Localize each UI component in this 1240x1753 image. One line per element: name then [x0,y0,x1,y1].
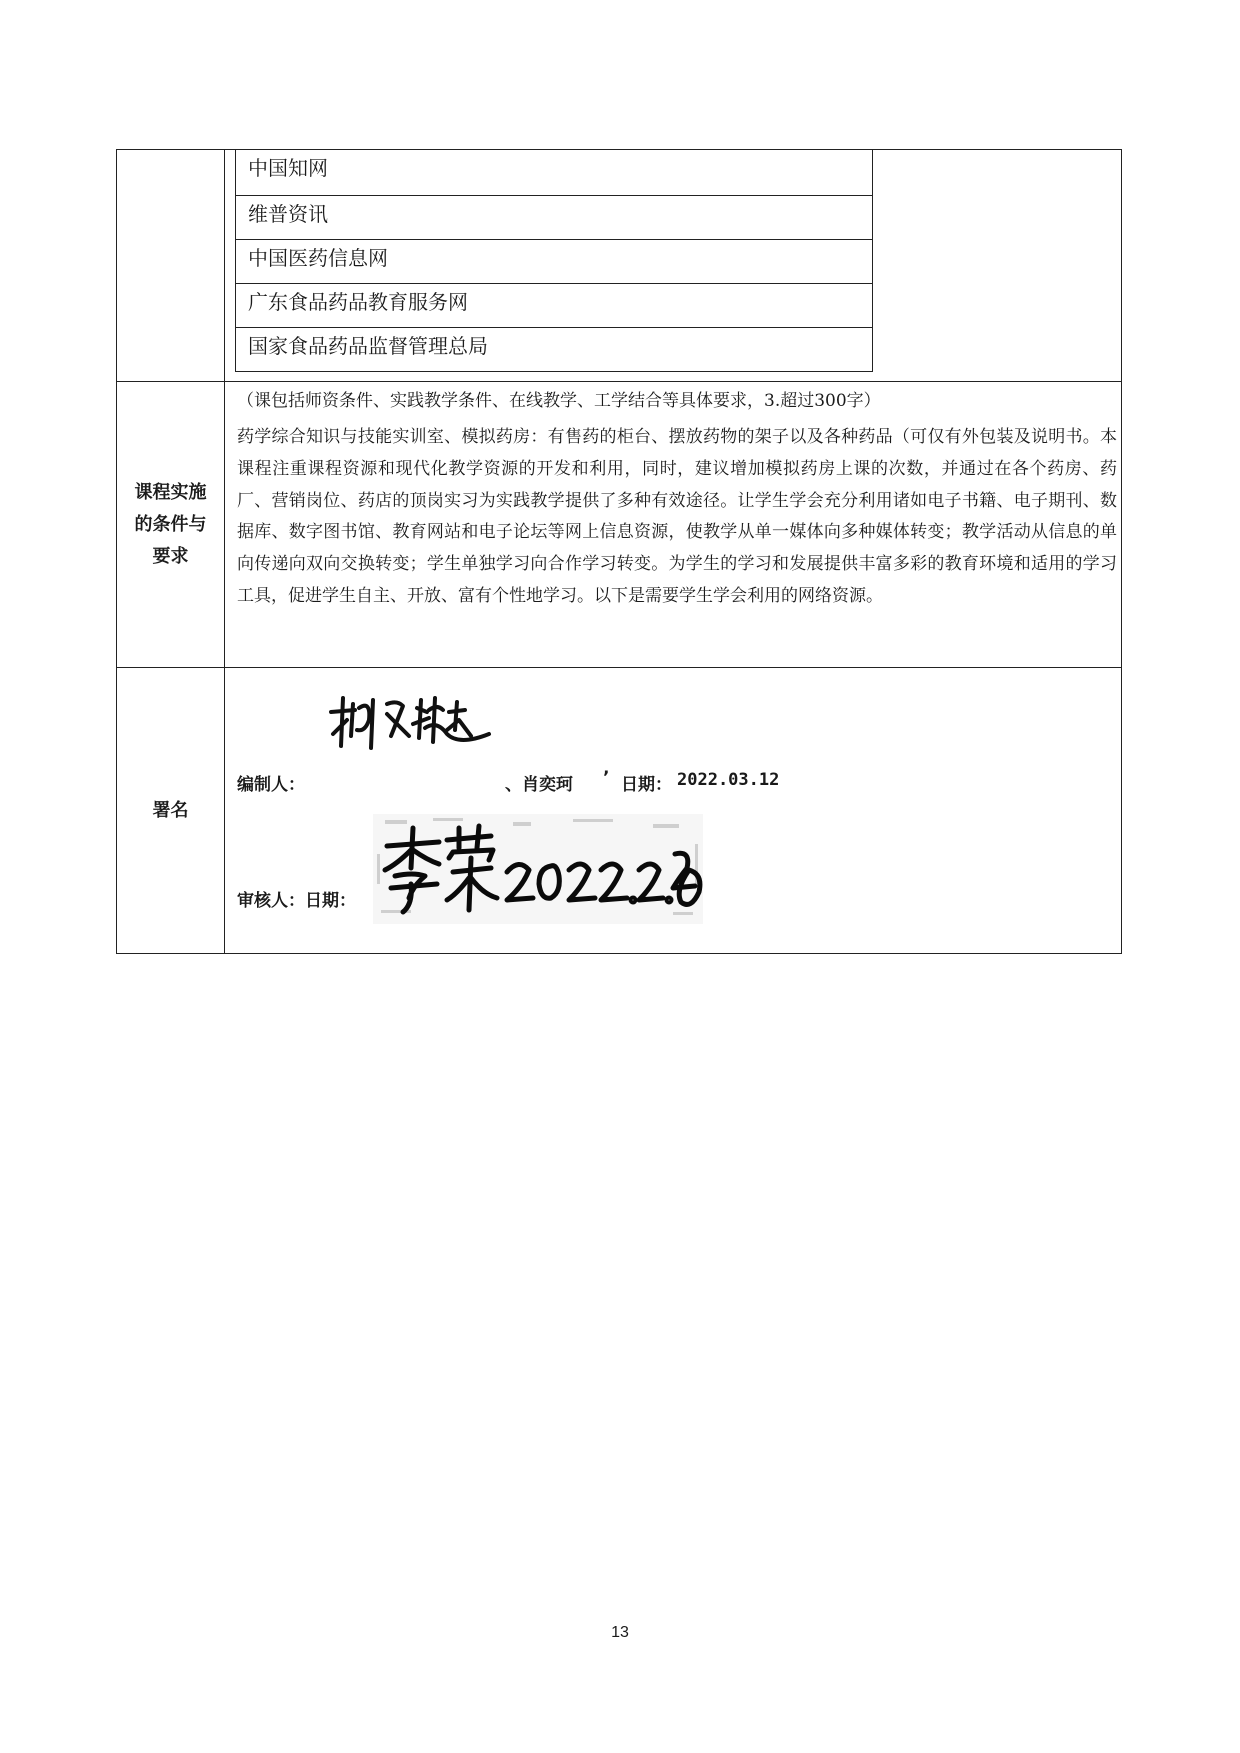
reviewer-signature-image [373,814,703,924]
resources-content-cell [225,150,1121,381]
compiler-date-label: 日期： [621,775,672,795]
conditions-row [117,381,1121,667]
compiler-label: 编制人： [237,775,305,795]
resource-item: 广东食品药品教育服务网 [236,283,872,327]
resource-item: 中国医药信息网 [236,239,872,283]
resource-item: 国家食品药品监督管理总局 [236,327,872,371]
page-number: 13 [611,1624,629,1641]
main-table [116,149,1122,954]
compiler-mark: ’ [603,768,610,788]
resources-list [235,150,873,372]
reviewer-label: 审核人：日期： [237,891,356,911]
conditions-label [117,382,225,667]
resource-item: 中国知网 [248,156,328,180]
compiler-second-name: 、肖奕珂 [505,775,573,795]
conditions-label-line: 课程实施 [134,481,207,503]
compiler-date: 2022.03.12 [677,770,780,790]
signature-row [117,667,1121,953]
resources-row [117,150,1121,381]
signature-content-cell [225,668,1121,953]
resource-item: 维普资讯 [236,195,872,239]
resources-label-cell [117,150,225,381]
conditions-label-line: 的条件与 [134,513,207,535]
conditions-hint: （课包括师资条件、实践教学条件、在线教学、工学结合等具体要求，3.超过300字） [237,391,881,411]
compiler-signature-image [325,690,495,752]
conditions-label-line: 要求 [152,545,189,567]
signature-label: 署名 [117,668,225,953]
conditions-content-cell [225,382,1121,667]
conditions-paragraph: 药学综合知识与技能实训室、模拟药房：有售药的柜台、摆放药物的架子以及各种药品（可仅有外包装及说明书。本课程注重课程资源和现代化教学资源的开发和利用，同时，建议增加模拟药房上课的次数，并通过在各个药房、药厂、营销岗位、药店的顶岗实习为实践教学提供了多种有效途径。让学生学会充分利用诸如电子书籍、电子期刊、数据库、数字图书馆、教育网站和电子论坛等网上信息资源，使教学从单一媒体向多种媒体转变；教学活动从信息的单向传递向双向交换转变；学生单独学习向合作学习转变。为学生的学习和发展提供丰富多彩的教育环境和适用的学习工具，促进学生自主、开放、富有个性地学习。以下是需要学生学会利用的网络资源。 [237,427,1117,606]
